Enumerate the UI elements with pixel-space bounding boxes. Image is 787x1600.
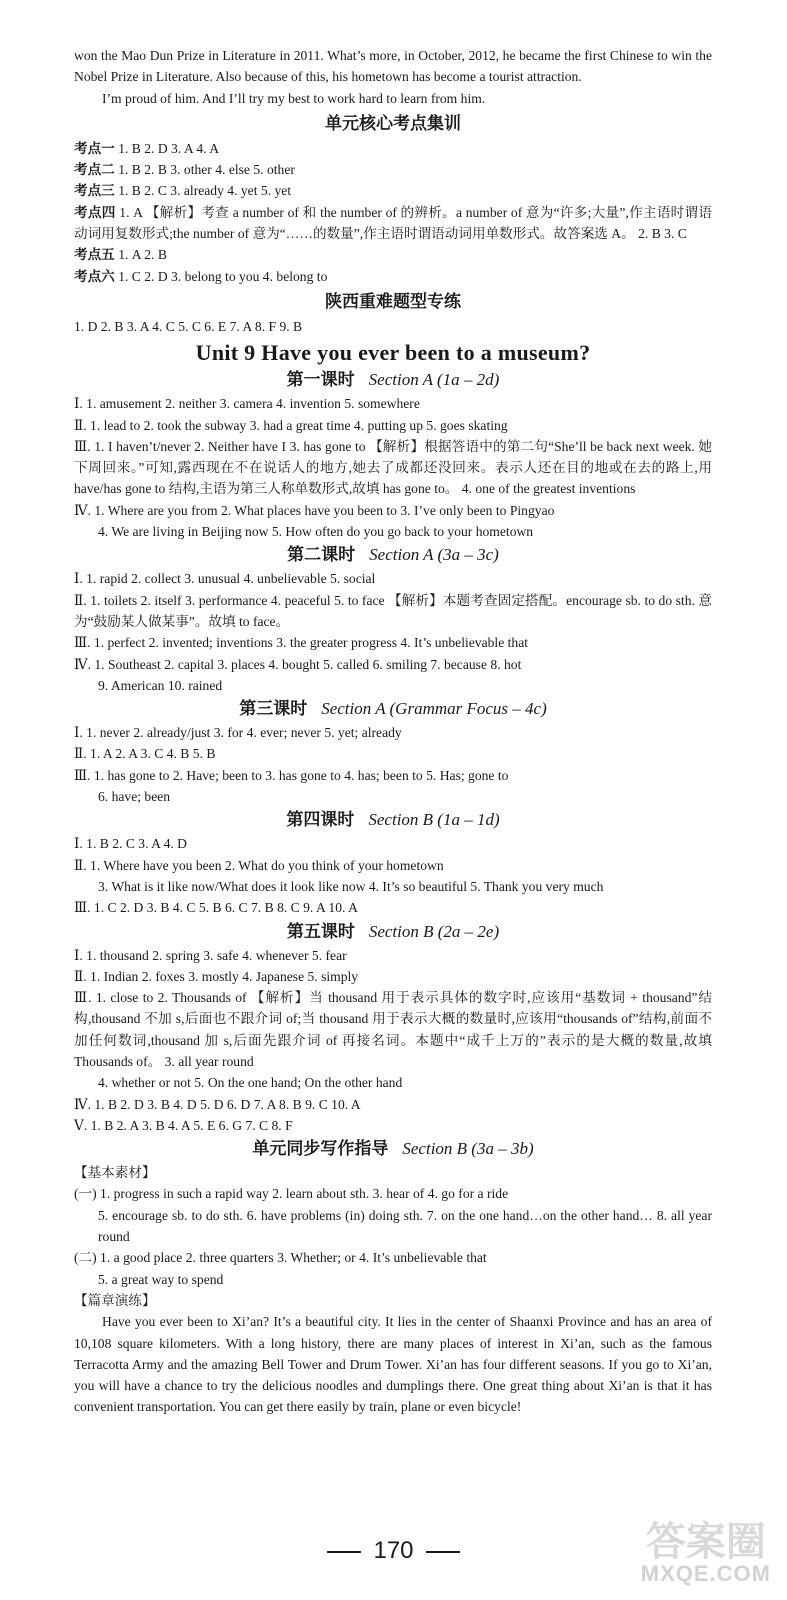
lesson-title-cn: 第一课时	[286, 370, 355, 391]
basic-material-label: 【基本素材】	[74, 1165, 156, 1181]
answer-line: 4. whether or not 5. On the one hand; On the other hand	[98, 1075, 403, 1091]
answer-line: Ⅳ. 1. B 2. D 3. B 4. D 5. D 6. D 7. A 8. B 9. C 10. A	[74, 1096, 361, 1112]
answer-line: Ⅲ. 1. has gone to 2. Have; been to 3. has gone to 4. has; been to 5. Has; gone to	[74, 767, 509, 783]
core-item-label: 考点五	[74, 247, 115, 263]
core-item-label: 考点六	[74, 268, 115, 284]
lesson-title-cn: 第二课时	[287, 545, 356, 566]
lesson-title-en: Section A (3a – 3c)	[369, 545, 499, 565]
core-item	[74, 138, 712, 159]
answer-line: Ⅱ. 1. lead to 2. took the subway 3. had a great time 4. putting up 5. goes skating	[74, 417, 508, 433]
core-item-label: 考点四	[74, 204, 116, 220]
answer-line: 4. We are living in Beijing now 5. How often do you go back to your hometown	[98, 524, 534, 540]
answer-line: Ⅰ. 1. amusement 2. neither 3. camera 4. invention 5. somewhere	[74, 396, 420, 412]
answer-line: Ⅲ. 1. perfect 2. invented; inventions 3. the greater progress 4. It’s unbelievable that	[74, 635, 529, 651]
lesson-title-cn: 第三课时	[239, 699, 308, 720]
answer-line: Ⅲ. 1. close to 2. Thousands of 【解析】当 thousand 用于表示具体的数字时,应该用“基数词 + thousand”结构,thousand 不加 s,后面也不跟介词 of;当 thousand 用于表示大概的数量时,应该用“thousands of”结构,前面不加任何数词,thousand 加 s,后面先跟介词 of 再接名词。本题中“成千上万的”表示的是大概的数量,故填 Thousands of。 3. all year round	[74, 990, 712, 1069]
core-item	[74, 159, 712, 180]
core-section-title: 单元核心考点集训	[325, 113, 461, 134]
core-item-text: 1. B 2. C 3. already 4. yet 5. yet	[118, 183, 292, 199]
core-list	[74, 138, 712, 287]
lesson-title-en: Section A (Grammar Focus – 4c)	[321, 699, 547, 719]
core-item-text: 1. A 2. B	[118, 247, 167, 263]
answer-line: Ⅲ. 1. I haven’t/never 2. Neither have I 3. has gone to 【解析】根据答语中的第二句“She’ll be back next week. 她下周回来。”可知,露西现在不在说话人的地方,她去了成都还没回来。表示人还在目的地或在去的路上,用 have/has gone to 结构,主语为第三人称单数形式,故填 has gone to。 4. one of the greatest inventions	[74, 438, 712, 497]
lesson-title-en: Section A (1a – 2d)	[368, 370, 500, 390]
page-number: 170	[373, 1537, 414, 1564]
core-item-label: 考点二	[74, 162, 115, 178]
material-part-1: (一) 1. progress in such a rapid way 2. learn about sth. 3. hear of 4. go for a ride	[74, 1186, 509, 1202]
answer-line: 6. have; been	[98, 789, 171, 805]
answer-line: Ⅰ. 1. rapid 2. collect 3. unusual 4. unbelievable 5. social	[74, 571, 376, 587]
core-item-label: 考点三	[74, 183, 115, 199]
material-part-2: (二) 1. a good place 2. three quarters 3. Whether; or 4. It’s unbelievable that	[74, 1250, 487, 1266]
lesson-title	[74, 919, 712, 945]
material-part-2-cont: 5. a great way to spend	[98, 1271, 224, 1287]
core-item-text: 1. A 【解析】考查 a number of 和 the number of 的辨析。a number of 意为“许多;大量”,作主语时谓语动词用复数形式;the number of 意为“……的数量”,作主语时谓语动词用单数形式。故答案选 A。 2. B 3. C	[74, 204, 713, 242]
answer-line: Ⅲ. 1. C 2. D 3. B 4. C 5. B 6. C 7. B 8. C 9. A 10. A	[74, 900, 358, 916]
answer-line: 9. American 10. rained	[98, 677, 223, 693]
answer-page	[74, 45, 712, 1418]
core-item	[74, 202, 712, 245]
lesson-title	[74, 367, 712, 393]
lesson-title-cn: 第五课时	[286, 921, 355, 942]
answer-line: Ⅴ. 1. B 2. A 3. B 4. A 5. E 6. G 7. C 8. F	[74, 1117, 293, 1133]
answer-line: Ⅰ. 1. never 2. already/just 3. for 4. ever; never 5. yet; already	[74, 725, 402, 741]
intro-paragraph-2: I’m proud of him. And I’ll try my best to work hard to learn from him.	[102, 90, 486, 106]
shaanxi-answers: 1. D 2. B 3. A 4. C 5. C 6. E 7. A 8. F 9. B	[74, 318, 303, 334]
material-part-1-cont: 5. encourage sb. to do sth. 6. have problems (in) doing sth. 7. on the one hand…on the other hand… 8. all year round	[98, 1207, 712, 1245]
answer-line: Ⅱ. 1. Indian 2. foxes 3. mostly 4. Japanese 5. simply	[74, 968, 359, 984]
lessons-container	[74, 367, 712, 1136]
answer-line: 3. What is it like now/What does it look like now 4. It’s so beautiful 5. Thank you very much	[98, 878, 604, 894]
unit-title: Unit 9 Have you ever been to a museum?	[195, 340, 591, 366]
lesson-title	[74, 542, 712, 568]
core-item	[74, 244, 712, 265]
writing-title-cn: 单元同步写作指导	[252, 1139, 389, 1160]
answer-line: Ⅳ. 1. Where are you from 2. What places have you been to 3. I’ve only been to Pingyao	[74, 502, 555, 518]
watermark-url: MXQE.COM	[640, 1560, 771, 1586]
lesson-title-en: Section B (2a – 2e)	[368, 921, 500, 941]
answer-line: Ⅱ. 1. Where have you been 2. What do you think of your hometown	[74, 857, 444, 873]
shaanxi-section-title: 陕西重难题型专练	[325, 291, 461, 312]
watermark	[640, 1518, 771, 1586]
answer-line: Ⅳ. 1. Southeast 2. capital 3. places 4. bought 5. called 6. smiling 7. because 8. hot	[74, 656, 522, 672]
core-item-text: 1. B 2. B 3. other 4. else 5. other	[118, 162, 295, 178]
writing-section-title	[74, 1136, 712, 1162]
answer-line: Ⅰ. 1. thousand 2. spring 3. safe 4. whenever 5. fear	[74, 947, 347, 963]
core-item-label: 考点一	[74, 140, 115, 156]
answer-line: Ⅱ. 1. toilets 2. itself 3. performance 4. peaceful 5. to face 【解析】本题考查固定搭配。encourage sb. to do sth. 意为“鼓励某人做某事”。故填 to face。	[74, 592, 712, 629]
core-item	[74, 266, 712, 287]
essay-text: Have you ever been to Xi’an? It’s a beautiful city. It lies in the center of Shaanxi Province and has an area of 10,108 square kilometers. With a long history, there are many places of interest in Xi’an, such as the famous Terracotta Army and the amazing Bell Tower and Drum Tower. Xi’an has four different seasons. If you go to Xi’an, you will have a chance to try the delicious noodles and dumplings there. One great thing about Xi’an is that it has convenient transportation. You can get there easily by train, plane or even bicycle!	[74, 1314, 712, 1415]
core-item-text: 1. C 2. D 3. belong to you 4. belong to	[118, 268, 328, 284]
lesson-title	[74, 807, 712, 833]
answer-line: Ⅱ. 1. A 2. A 3. C 4. B 5. B	[74, 746, 216, 762]
lesson-title-cn: 第四课时	[286, 810, 355, 831]
intro-paragraph: won the Mao Dun Prize in Literature in 2011. What’s more, in October, 2012, he became the first Chinese to win the Nobel Prize in Literature. Also because of this, his hometown has become a tourist attraction.	[74, 48, 712, 85]
core-item	[74, 180, 712, 201]
core-item-text: 1. B 2. D 3. A 4. A	[118, 140, 220, 156]
answer-line: Ⅰ. 1. B 2. C 3. A 4. D	[74, 836, 188, 852]
essay-label: 【篇章演练】	[74, 1292, 156, 1308]
footer-dash-right	[426, 1551, 460, 1553]
footer-dash-left	[327, 1551, 361, 1553]
writing-title-en: Section B (3a – 3b)	[402, 1139, 534, 1159]
lesson-title	[74, 696, 712, 722]
lesson-title-en: Section B (1a – 1d)	[368, 810, 500, 830]
watermark-logo: 答案圈	[645, 1518, 766, 1565]
